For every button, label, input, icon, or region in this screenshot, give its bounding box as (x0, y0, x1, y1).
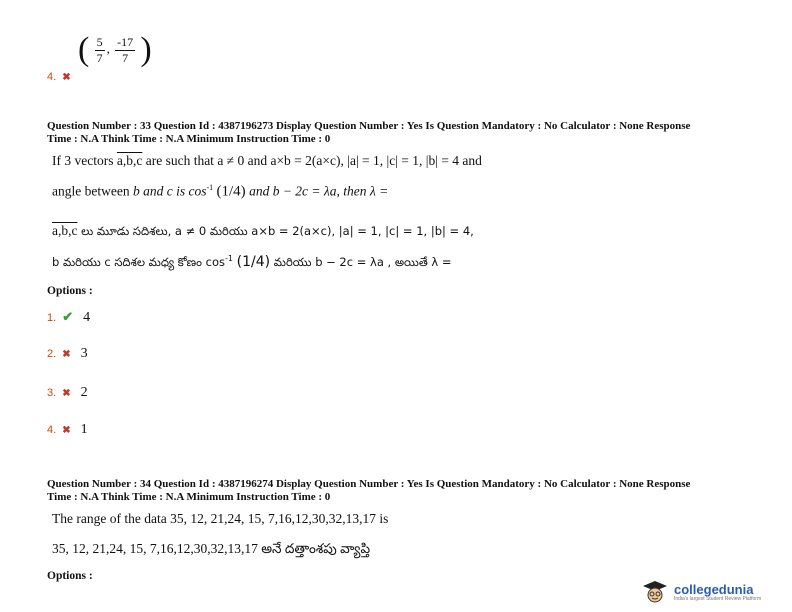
q33-te-inverse-sup: -1 (225, 254, 233, 264)
fraction-1 (95, 35, 105, 66)
q33-meta-line2: Time : N.A Think Time : N.A Minimum Instruction Time : 0 (47, 133, 331, 145)
left-paren: ( (78, 31, 90, 68)
q34-meta-line2: Time : N.A Think Time : N.A Minimum Instruction Time : 0 (47, 491, 331, 503)
q33-angle-text: b and c is cos (132, 183, 207, 199)
q33-options-label: Options : (47, 285, 93, 297)
q33-te-condition: a ≠ 0 మరియు a×b = 2(a×c), |a| = 1, |c| = 1, |b| = 4, (174, 224, 474, 238)
right-paren: ) (140, 31, 152, 68)
fraction-1-num: 5 (96, 34, 103, 49)
check-icon: ✔ (62, 309, 74, 324)
option-text: 2 (80, 385, 88, 400)
q33-te-equation: మరియు b − 2c = λa , అయితే λ = (273, 255, 452, 269)
prev-option-4 (47, 67, 71, 85)
q33-meta (47, 120, 767, 146)
q33-equation: and b − 2c = λa, then λ = (249, 183, 389, 199)
option-text: 3 (80, 346, 88, 361)
q33-text: are such that (145, 153, 214, 168)
cross-icon: ✖ (62, 388, 71, 399)
logo-tagline: India's largest Student Review Platform (674, 595, 762, 602)
option-number: 3. (47, 387, 57, 399)
collegedunia-logo (640, 580, 761, 604)
q33-text: angle between (52, 183, 130, 199)
q33-te-fraction: (1/4) (236, 254, 271, 270)
option-number: 1. (47, 312, 57, 324)
cross-icon: ✖ (62, 72, 71, 83)
q33-vectors: a,b,c (116, 153, 143, 168)
option-text: 1 (80, 422, 88, 437)
option-text: 4 (83, 310, 91, 325)
q33-telugu-line1 (52, 223, 474, 241)
q34-english-line: The range of the data 35, 12, 21,24, 15, 7,16,12,30,32,13,17 is (52, 511, 389, 526)
q34-meta (47, 478, 767, 504)
fraction-2 (115, 35, 135, 66)
q34-telugu-line: 35, 12, 21,24, 15, 7,16,12,30,32,13,17 అనే దత్తాంశపు వ్యాప్తి (52, 541, 371, 556)
logo-mascot-icon (640, 580, 670, 604)
option-number: 4. (47, 424, 57, 436)
option-number: 2. (47, 348, 57, 360)
q33-telugu-line2 (52, 254, 452, 272)
cross-icon: ✖ (62, 425, 71, 436)
q33-magnitudes: |a| = 1, |c| = 1, |b| = 4 and (347, 153, 482, 168)
q33-english-line2 (52, 183, 388, 201)
q33-inverse-sup: -1 (206, 183, 214, 192)
fraction-2-num: -17 (117, 34, 134, 49)
q33-fraction: (1/4) (216, 183, 246, 200)
logo-name: collegedunia (674, 581, 754, 597)
cross-icon: ✖ (62, 349, 71, 360)
option-number: 4. (47, 71, 57, 83)
prev-option-4-value: ( $\frac{5}{7}$ , $\frac{-17}{7}$ ) (78, 31, 152, 68)
q34-options-label: Options : (47, 570, 93, 582)
q33-te-text: లు మూడు సదిశలు, (81, 224, 172, 238)
q33-meta-line1: Question Number : 33 Question Id : 4387196273 Display Question Number : Yes Is Question Mandatory : No Calculator : None Response (47, 120, 691, 132)
q33-te-angle: b మరియు c సదిశల మధ్య కోణం cos (52, 255, 226, 269)
q34-meta-line1: Question Number : 34 Question Id : 4387196274 Display Question Number : Yes Is Question Mandatory : No Calculator : None Response (47, 478, 691, 490)
fraction-1-den: 7 (96, 50, 103, 65)
q33-te-vectors: a,b,c (52, 223, 78, 238)
q33-condition: a ≠ 0 and a×b = 2(a×c), (217, 153, 344, 168)
q33-option-3[interactable] (47, 383, 88, 401)
q33-option-2[interactable] (47, 344, 88, 362)
q33-option-4[interactable] (47, 420, 88, 438)
q33-english-line1 (52, 153, 482, 169)
q33-text: If 3 vectors (52, 153, 114, 168)
q33-option-1[interactable] (47, 308, 90, 326)
fraction-2-den: 7 (122, 50, 129, 65)
